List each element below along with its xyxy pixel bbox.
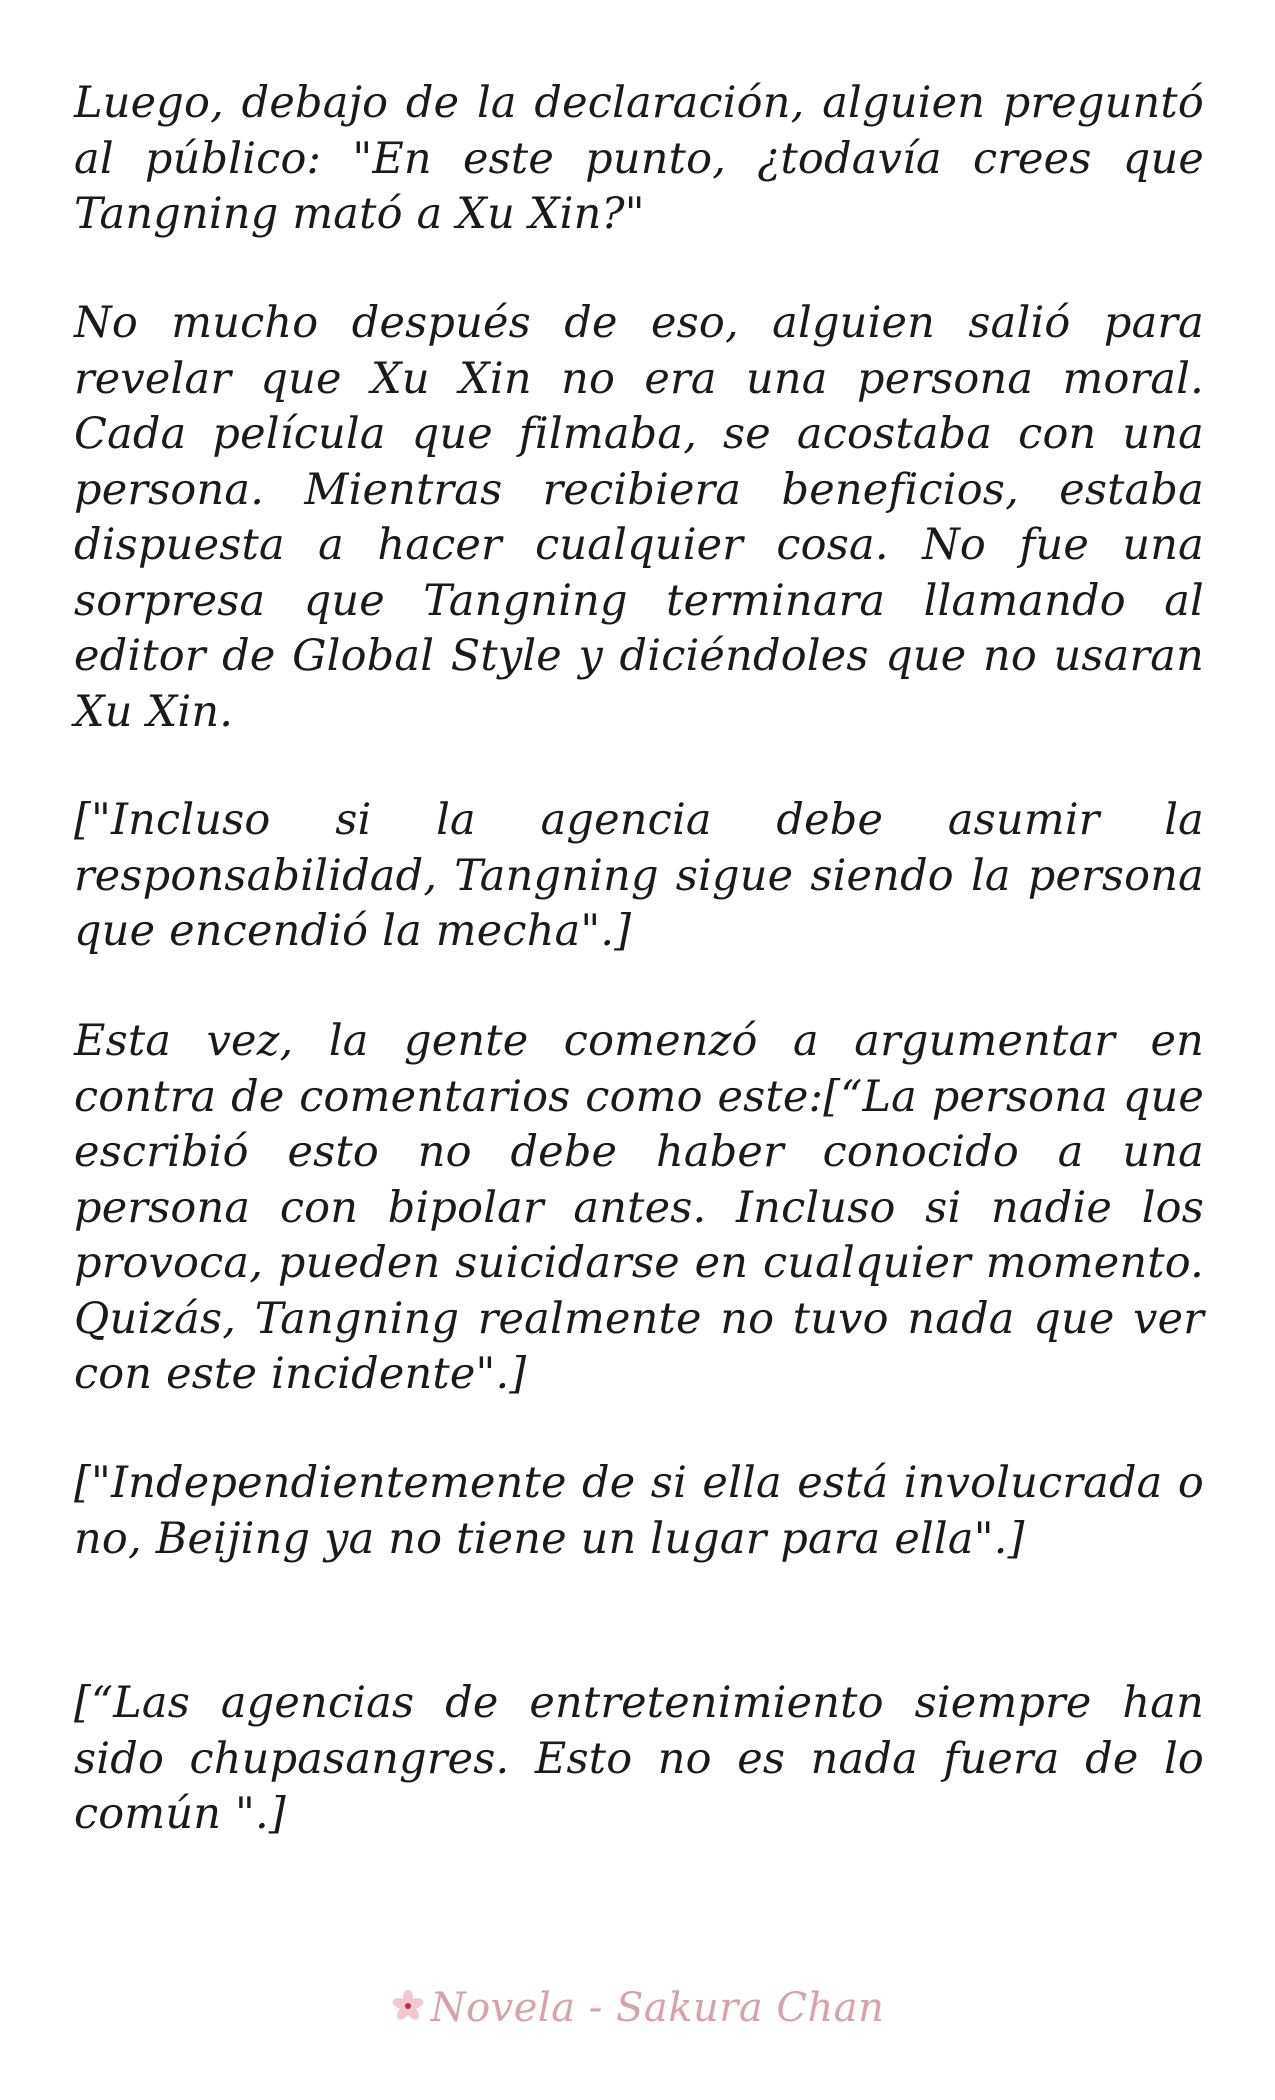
paragraph-4: Esta vez, la gente comenzó a argumentar en contra de comentarios como este:[“La persona que escribió esto no debe haber conocido a una persona con bipolar antes. Incluso si nadie los provoca, pueden suicidarse en cualquier momento. Quizás, Tangning realmente no tuvo nada que ver con este incidente".]	[74, 1016, 1204, 1399]
paragraph-6: [“Las agencias de entretenimiento siempre han sido chupasangres. Esto no es nada fuera de lo común ".]	[74, 1678, 1204, 1839]
paragraph-3: ["Incluso si la agencia debe asumir la responsabilidad, Tangning sigue siendo la persona que encendió la mecha".]	[74, 795, 1204, 956]
paragraph-2: No mucho después de eso, alguien salió para revelar que Xu Xin no era una persona moral. Cada película que filmaba, se acostaba con una persona. Mientras recibiera beneficios, estaba dispuesta a hacer cualquier cosa. No fue una sorpresa que Tangning terminara llamando al editor de Global Style y diciéndoles que no usaran Xu Xin.	[74, 298, 1204, 737]
watermark	[0, 1985, 1275, 2031]
sakura-flower-icon	[391, 1987, 425, 2021]
watermark-text: Novela - Sakura Chan	[430, 1985, 885, 2031]
paragraph-5: ["Independientemente de si ella está involucrada o no, Beijing ya no tiene un lugar para ella".]	[74, 1458, 1204, 1564]
paragraph-1: Luego, debajo de la declaración, alguien preguntó al público: "En este punto, ¿todavía crees que Tangning mató a Xu Xin?"	[74, 78, 1204, 239]
